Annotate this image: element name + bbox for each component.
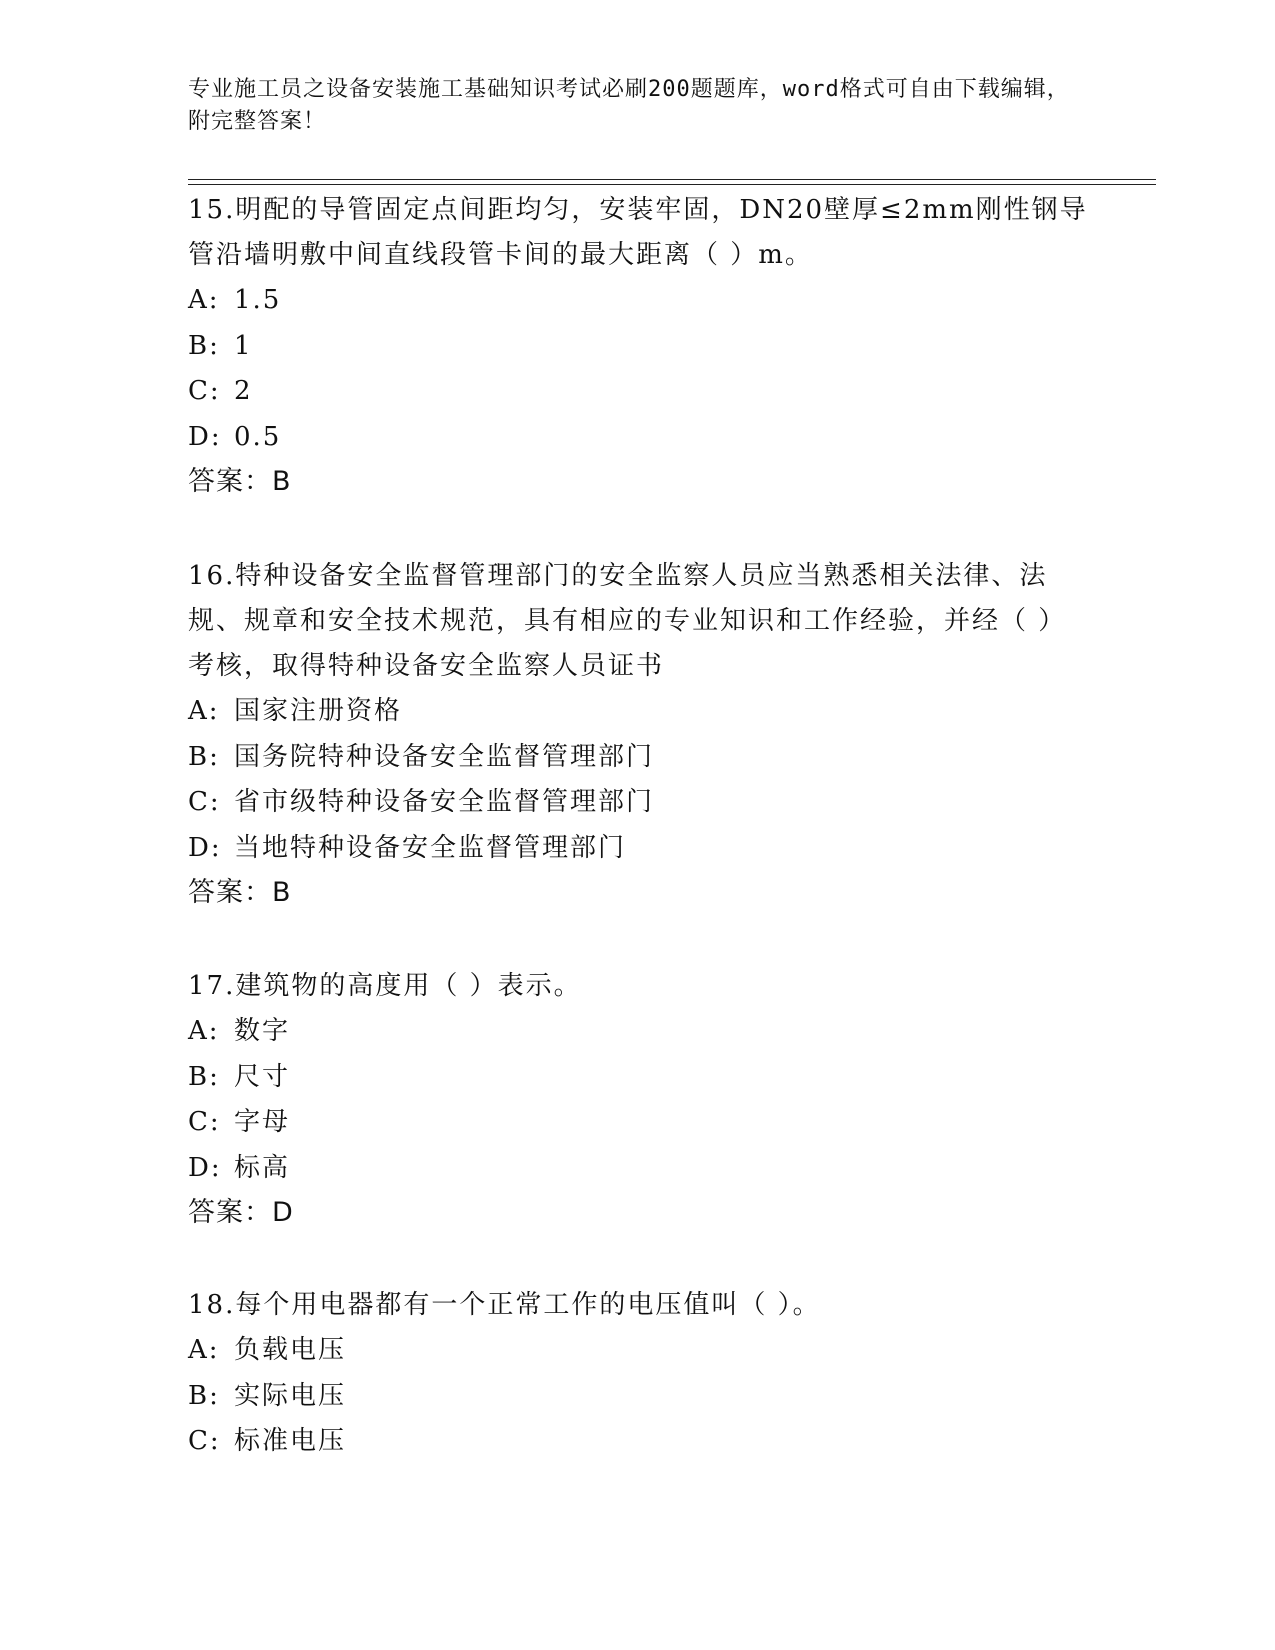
option-text: 数字 bbox=[234, 1016, 291, 1046]
header-divider-top bbox=[188, 179, 1156, 180]
option-a bbox=[188, 1009, 1088, 1055]
option-c bbox=[188, 780, 1088, 826]
question-18 bbox=[188, 1283, 1088, 1465]
option-c bbox=[188, 1419, 1088, 1465]
document-header: 专业施工员之设备安装施工基础知识考试必刷200题题库，word格式可自由下载编辑，附完整答案！ bbox=[188, 77, 1070, 134]
option-letter: A: bbox=[188, 1016, 220, 1046]
option-b bbox=[188, 324, 1088, 370]
option-letter: C: bbox=[188, 1426, 221, 1456]
option-letter: A: bbox=[188, 696, 220, 726]
option-d bbox=[188, 826, 1088, 872]
option-text: 1.5 bbox=[234, 285, 282, 315]
option-text: 1 bbox=[234, 330, 253, 361]
option-text: 0.5 bbox=[234, 421, 282, 452]
option-letter: C: bbox=[188, 1107, 221, 1137]
question-text: 17.建筑物的高度用（ ）表示。 bbox=[188, 971, 582, 1001]
option-b bbox=[188, 1055, 1088, 1101]
option-letter: D: bbox=[188, 421, 222, 452]
option-text: 标准电压 bbox=[234, 1426, 347, 1456]
option-text: 2 bbox=[234, 376, 253, 406]
answer-line: 答案：D bbox=[188, 1197, 294, 1228]
option-text: 字母 bbox=[234, 1107, 291, 1137]
option-c bbox=[188, 369, 1088, 415]
question-text: 16.特种设备安全监督管理部门的安全监察人员应当熟悉相关法律、法规、规章和安全技术规范，具有相应的专业知识和工作经验，并经（ ）考核，取得特种设备安全监察人员证书 bbox=[188, 561, 1067, 681]
question-17 bbox=[188, 964, 1088, 1235]
option-c bbox=[188, 1100, 1088, 1146]
question-16 bbox=[188, 554, 1088, 915]
option-letter: B: bbox=[188, 741, 220, 772]
option-d bbox=[188, 1146, 1088, 1192]
answer-line: 答案：B bbox=[188, 466, 292, 497]
option-text: 实际电压 bbox=[234, 1380, 347, 1411]
option-letter: A: bbox=[188, 1335, 220, 1365]
option-letter: D: bbox=[188, 1152, 222, 1183]
option-letter: D: bbox=[188, 832, 222, 863]
option-a bbox=[188, 1328, 1088, 1374]
option-b bbox=[188, 1374, 1088, 1420]
answer-line: 答案：B bbox=[188, 877, 292, 908]
option-letter: B: bbox=[188, 1061, 220, 1092]
option-b bbox=[188, 735, 1088, 781]
header-divider-bottom bbox=[188, 184, 1156, 185]
option-text: 尺寸 bbox=[234, 1061, 291, 1092]
option-text: 省市级特种设备安全监督管理部门 bbox=[234, 787, 655, 817]
option-text: 标高 bbox=[234, 1152, 291, 1183]
option-letter: C: bbox=[188, 787, 221, 817]
option-text: 国务院特种设备安全监督管理部门 bbox=[234, 741, 655, 772]
option-text: 国家注册资格 bbox=[234, 696, 403, 726]
option-letter: B: bbox=[188, 330, 220, 361]
option-text: 负载电压 bbox=[234, 1335, 347, 1365]
question-text: 18.每个用电器都有一个正常工作的电压值叫（ ）。 bbox=[188, 1290, 821, 1320]
option-letter: C: bbox=[188, 376, 221, 406]
option-a bbox=[188, 278, 1088, 324]
question-15 bbox=[188, 188, 1088, 504]
question-text: 15.明配的导管固定点间距均匀，安装牢固，DN20壁厚≤2mm刚性钢导管沿墙明敷中间直线段管卡间的最大距离（ ）m。 bbox=[188, 195, 1088, 270]
option-d bbox=[188, 415, 1088, 461]
option-text: 当地特种设备安全监督管理部门 bbox=[234, 832, 627, 863]
option-letter: A: bbox=[188, 285, 220, 315]
option-letter: B: bbox=[188, 1380, 220, 1411]
option-a bbox=[188, 689, 1088, 735]
